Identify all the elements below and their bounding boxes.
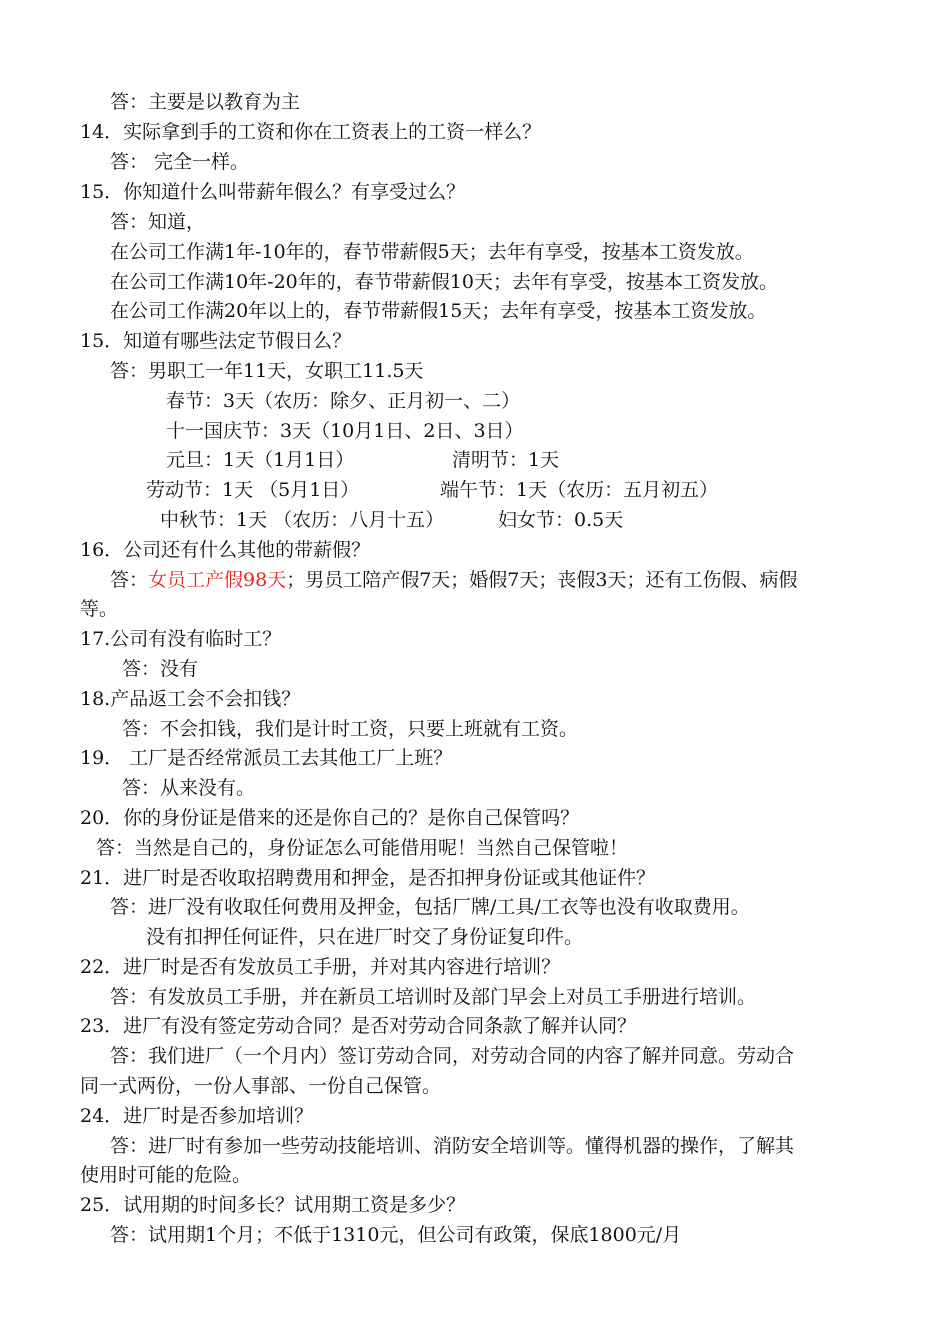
question-22: 22．进厂时是否有发放员工手册，并对其内容进行培训？ xyxy=(80,956,561,978)
answer-line: 答：当然是自己的，身份证怎么可能借用呢！当然自己保管啦！ xyxy=(96,837,629,859)
holiday-dragon-boat: 端午节：1天（农历：五月初五） xyxy=(440,479,719,501)
question-16: 16．公司还有什么其他的带薪假？ xyxy=(80,539,371,561)
answer-rest: ；男员工陪产假7天；婚假7天；丧假3天；还有工伤假、病假 xyxy=(286,569,798,591)
answer-line: 答：进厂没有收取任何费用及押金，包括厂牌/工具/工衣等也没有收取费用。 xyxy=(110,896,750,918)
highlighted-maternity-leave: 女员工产假98天 xyxy=(148,569,287,591)
holiday-qingming: 清明节：1天 xyxy=(452,449,560,471)
answer-prefix: 答： xyxy=(110,569,149,591)
holiday-womens-day: 妇女节：0.5天 xyxy=(498,509,624,531)
answer-line: 在公司工作满20年以上的，春节带薪假15天；去年有享受，按基本工资发放。 xyxy=(110,300,767,322)
question-15b: 15．知道有哪些法定节假日么？ xyxy=(80,330,352,352)
answer-line: 没有扣押任何证件，只在进厂时交了身份证复印件。 xyxy=(146,926,584,948)
holiday-labour-day: 劳动节：1天 （5月1日） xyxy=(146,479,360,501)
answer-line: 答：主要是以教育为主 xyxy=(110,91,301,113)
answer-line xyxy=(110,568,797,592)
holiday-spring-festival: 春节：3天（农历：除夕、正月初一、二） xyxy=(166,390,521,412)
answer-line: 答：男职工一年11天，女职工11.5天 xyxy=(110,360,424,382)
answer-line: 答： 完全一样。 xyxy=(110,151,250,173)
holiday-new-year: 元旦：1天（1月1日） xyxy=(166,449,355,471)
question-15: 15．你知道什么叫带薪年假么？有享受过么？ xyxy=(80,181,466,203)
answer-line: 答：没有 xyxy=(122,658,199,680)
answer-line: 同一式两份，一份人事部、一份自己保管。 xyxy=(80,1075,442,1097)
answer-line: 答：试用期1个月；不低于1310元，但公司有政策，保底1800元/月 xyxy=(110,1224,682,1246)
question-18: 18.产品返工会不会扣钱？ xyxy=(80,688,301,710)
holiday-national-day: 十一国庆节：3天（10月1日、2日、3日） xyxy=(166,420,524,442)
question-14: 14．实际拿到手的工资和你在工资表上的工资一样么？ xyxy=(80,121,542,143)
answer-line: 使用时可能的危险。 xyxy=(80,1164,252,1186)
answer-line: 等。 xyxy=(80,598,119,620)
answer-line: 在公司工作满10年-20年的，春节带薪假10天；去年有享受，按基本工资发放。 xyxy=(110,271,778,293)
question-19: 19． 工厂是否经常派员工去其他工厂上班？ xyxy=(80,747,453,769)
question-17: 17.公司有没有临时工？ xyxy=(80,628,282,650)
question-25: 25．试用期的时间多长？试用期工资是多少？ xyxy=(80,1194,466,1216)
answer-line: 答：不会扣钱，我们是计时工资，只要上班就有工资。 xyxy=(122,718,579,740)
question-23: 23．进厂有没有签定劳动合同？是否对劳动合同条款了解并认同？ xyxy=(80,1015,637,1037)
answer-line: 答：我们进厂（一个月内）签订劳动合同，对劳动合同的内容了解并同意。劳动合 xyxy=(110,1045,795,1067)
answer-line: 答：进厂时有参加一些劳动技能培训、消防安全培训等。懂得机器的操作，了解其 xyxy=(110,1135,795,1157)
question-24: 24．进厂时是否参加培训？ xyxy=(80,1105,314,1127)
answer-line: 在公司工作满1年-10年的，春节带薪假5天；去年有享受，按基本工资发放。 xyxy=(110,241,754,263)
answer-line: 答：从来没有。 xyxy=(122,777,256,799)
question-21: 21．进厂时是否收取招聘费用和押金，是否扣押身份证或其他证件？ xyxy=(80,867,656,889)
answer-line: 答：有发放员工手册，并在新员工培训时及部门早会上对员工手册进行培训。 xyxy=(110,986,757,1008)
question-20: 20．你的身份证是借来的还是你自己的？是你自己保管吗？ xyxy=(80,807,580,829)
holiday-mid-autumn: 中秋节：1天 （农历：八月十五） xyxy=(160,509,445,531)
answer-line: 答：知道， xyxy=(110,211,206,233)
